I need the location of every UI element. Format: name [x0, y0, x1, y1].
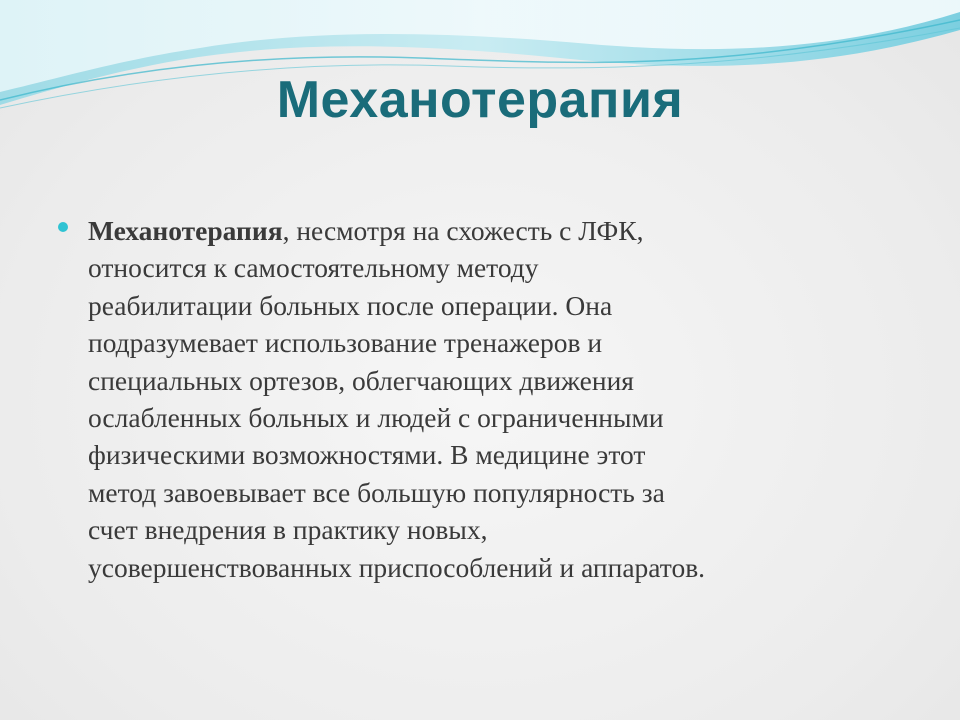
bullet-line: относится к самостоятельному методу	[88, 252, 539, 284]
bullet-line: , несмотря на схожесть с ЛФК,	[282, 215, 644, 246]
bullet-line: подразумевает использование тренажеров и	[88, 327, 603, 359]
bullet-line: усовершенствованных приспособлений и аппаратов.	[88, 551, 706, 583]
bullet-dot-icon	[58, 222, 68, 232]
bullet-line: счет внедрения в практику новых,	[88, 514, 488, 546]
slide-title: Механотерапия	[276, 71, 684, 129]
bullet-term: Механотерапия	[88, 215, 283, 246]
bullet-line: физическими возможностями. В медицине этот	[88, 439, 646, 471]
bullet-line: ослабленных больных и людей с ограниченными	[88, 402, 664, 434]
bullet-line: специальных ортезов, облегчающих движения	[88, 364, 634, 396]
bullet-line: метод завоевывает все большую популярность за	[88, 476, 665, 508]
bullet-line: реабилитации больных после операции. Она	[88, 289, 613, 321]
bullet-item	[58, 212, 908, 586]
bullet-text	[88, 212, 908, 586]
